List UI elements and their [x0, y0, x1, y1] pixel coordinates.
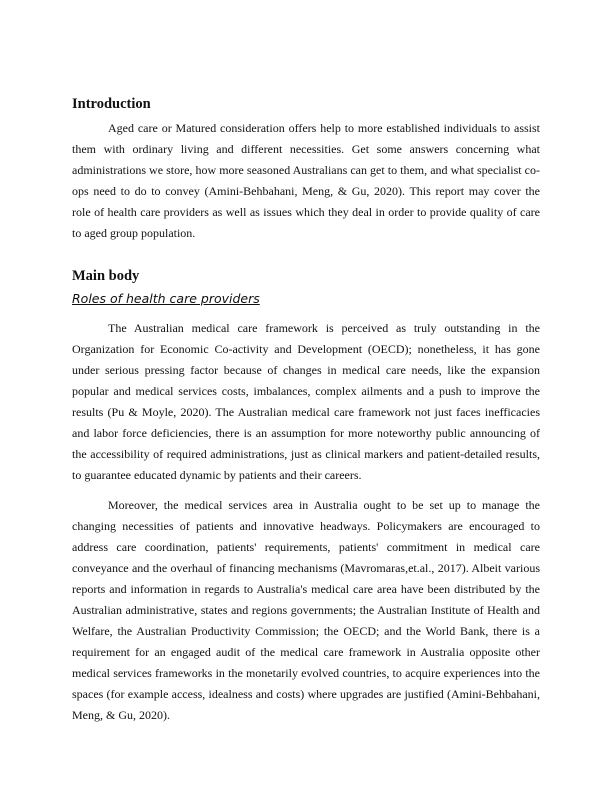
text-line: Welfare, the Australian Productivity Commission; the OECD; and the World Bank, there is a	[72, 624, 540, 638]
text-line: changing necessities of patients and innovative headways. Policymakers are encouraged to	[72, 519, 540, 533]
roles-subheading: Roles of health care providers	[72, 291, 260, 306]
roles-paragraph-2	[72, 495, 540, 726]
text-line: ops need to do to convey (Amini-Behbahani, Meng, & Gu, 2020). This report may cover the	[72, 184, 540, 198]
text-line: Meng, & Gu, 2020).	[72, 708, 170, 722]
text-line: Australian administrative, states and regions governments; the Australian Institute of Health and	[72, 603, 540, 617]
text-line: The Australian medical care framework is perceived as truly outstanding in the	[108, 321, 540, 335]
text-line: them with ordinary living and different necessities. Get some answers concerning what	[72, 142, 540, 156]
text-line: spaces (for example access, idealness and costs) where upgrades are justified (Amini-Behbahani,	[72, 687, 540, 701]
text-line: and labor force deficiencies, there is an assumption for more noteworthy public announcing of	[72, 426, 540, 440]
text-line: the accessibility of required administrations, just as clinical markers and patient-detailed results,	[72, 447, 540, 461]
text-line: Aged care or Matured consideration offers help to more established individuals to assist	[108, 121, 540, 135]
text-line: role of health care providers as well as issues which they deal in order to provide quality of care	[72, 205, 540, 219]
introduction-heading: Introduction	[72, 96, 151, 112]
text-line: administrations we store, how more seasoned Australians can get to them, and what specialist co-	[72, 163, 540, 177]
text-line: reports and information in regards to Australia's medical care area have been distributed by the	[72, 582, 540, 596]
text-line: medical services frameworks in the monetarily evolved countries, to acquire experiences into the	[72, 666, 540, 680]
text-line: under serious pressing factor because of changes in medical care needs, like the expansion	[72, 363, 540, 377]
introduction-paragraph	[72, 118, 540, 244]
roles-paragraph-1	[72, 318, 540, 486]
text-line: address care coordination, patients' requirements, patients' commitment in medical care	[72, 540, 540, 554]
text-line: requirement for an engaged audit of the medical care framework in Australia opposite other	[72, 645, 540, 659]
text-line: conveyance and the overhaul of financing mechanisms (Mavromaras,et.al., 2017). Albeit various	[72, 561, 540, 575]
text-line: Moreover, the medical services area in Australia ought to be set up to manage the	[108, 498, 540, 512]
main-body-heading: Main body	[72, 268, 140, 284]
text-line: to guarantee educated dynamic by patients and their careers.	[72, 468, 362, 482]
text-line: Organization for Economic Co-activity and Development (OECD); nonetheless, it has gone	[72, 342, 540, 356]
text-line: popular and medical services costs, imbalances, complex ailments and a push to improve the	[72, 384, 540, 398]
text-line: results (Pu & Moyle, 2020). The Australian medical care framework not just faces inefficacies	[72, 405, 540, 419]
text-line: to aged group population.	[72, 226, 196, 240]
